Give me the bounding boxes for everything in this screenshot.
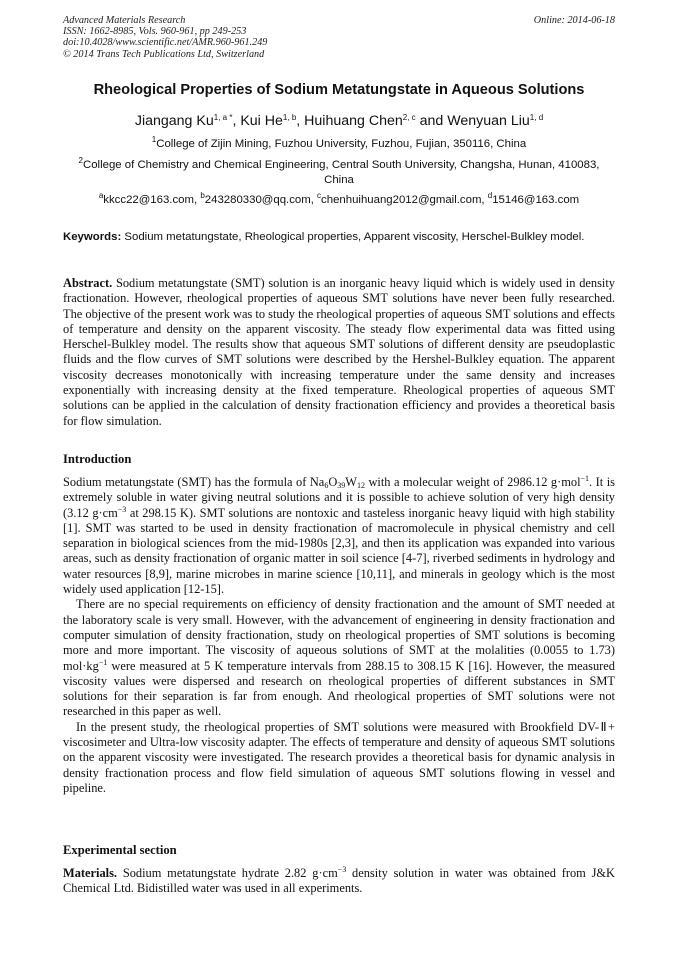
text-run: at 298.15 K). SMT solutions are nontoxic and tasteless inorganic heavy liquid with high stability [1]. SMT was started to be used in density fractionation of macromolecule in physical chemistry and cell separation in biological sciences from the mid-1980s [2,3], and then its application was expanded into various areas, such as density fractionation of organic matter in soil science [4-7], riverbed sediments in hydrology and water resources [8,9], marine microbes in marine science [10,11], and minerals in geology which is the most widely used application [12-15].	[63, 505, 615, 597]
email-text: chenhuihuang2012@gmail.com,	[321, 194, 488, 206]
author-list	[40, 113, 638, 129]
author-affil-mark: 1, d	[529, 113, 544, 122]
abstract	[63, 276, 615, 429]
paper-title: Rheological Properties of Sodium Metatungstate in Aqueous Solutions	[93, 82, 585, 98]
author-affil-mark: 1, a *	[213, 113, 233, 122]
text-run: W	[345, 475, 357, 489]
email-text: kkcc22@163.com,	[103, 194, 201, 206]
intro-paragraph-1	[63, 475, 615, 597]
materials-label: Materials.	[63, 866, 118, 880]
email-mark: b	[200, 191, 205, 200]
abstract-label: Abstract.	[63, 276, 113, 290]
author-affil-mark: 2, c	[402, 113, 416, 122]
author-name: Kui He	[240, 113, 283, 129]
author-name: Wenyuan Liu	[447, 113, 530, 129]
text-run: Sodium metatungstate hydrate 2.82 g·cm	[117, 866, 338, 880]
affiliation-2	[63, 158, 615, 188]
superscript: −1	[580, 474, 590, 483]
email-text: 15146@163.com	[492, 194, 580, 206]
subscript: 6	[324, 481, 329, 490]
experimental-heading: Experimental section	[63, 843, 177, 857]
affiliation-mark: 2	[78, 156, 83, 165]
text-run: O	[328, 475, 338, 489]
text-run: density solution in water was obtained from J&K Chemical Ltd. Bidistilled water was used in all experiments.	[63, 866, 615, 896]
author-name: Jiangang Ku	[134, 113, 214, 129]
keywords-text: Sodium metatungstate, Rheological properties, Apparent viscosity, Herschel-Bulkley model.	[121, 231, 585, 243]
superscript: −3	[117, 504, 127, 514]
author-name: Huihuang Chen	[304, 113, 403, 129]
affiliation-mark: 1	[151, 135, 157, 144]
email-mark: c	[317, 191, 322, 200]
superscript: −1	[98, 657, 108, 667]
superscript: −3	[337, 865, 347, 874]
text-run: were measured at 5 K temperature intervals from 288.15 to 308.15 K [16]. However, the measured viscosity values were dispersed and research on rheological properties of different substances in SMT solutions for their separation is far from enough. And rheological properties of SMT solutions were not researched in this paper as well.	[63, 658, 615, 719]
copyright-line: © 2014 Trans Tech Publications Ltd, Switzerland	[63, 48, 265, 60]
subscript: 39	[337, 481, 346, 490]
doi-line: doi:10.4028/www.scientific.net/AMR.960-961.249	[63, 37, 268, 49]
email-text: 243280330@qq.com,	[204, 194, 318, 206]
text-run: Sodium metatungstate (SMT) has the formula of Na	[63, 475, 325, 489]
keywords	[63, 230, 615, 246]
issn-line: ISSN: 1662-8985, Vols. 960-961, pp 249-253	[63, 26, 247, 38]
author-separator: ,	[232, 113, 241, 129]
journal-header	[63, 15, 615, 60]
text-run: . It is extremely soluble in water giving neutral solutions and it is possible to achieve solution of very high density (3.12 g·cm	[63, 475, 615, 520]
introduction-heading: Introduction	[63, 452, 132, 466]
journal-name: Advanced Materials Research	[63, 15, 186, 26]
subscript: 12	[356, 481, 365, 490]
author-separator: and	[415, 113, 448, 129]
intro-paragraph-3: In the present study, the rheological properties of SMT solutions were measured with Brookfield DV-Ⅱ+ viscosimeter and Ultra-low viscosity adapter. The effects of temperature and density of aqueous SMT solutions on the apparent viscosity were investigated. The research provides a theoretical basis for dynamic analysis in density fractionation process and flow field simulation of aqueous SMT solutions flowing in vessel and pipeline.	[63, 719, 615, 795]
affiliation-text: College of Zijin Mining, Fuzhou University, Fuzhou, Fujian, 350116, China	[156, 138, 527, 150]
author-separator: ,	[296, 113, 305, 129]
text-run: There are no special requirements on efficiency of density fractionation and the amount of SMT needed at the laboratory scale is very small. However, with the advancement of engineering in density fractionation and computer simulation of density fractionation, study on rheological properties of SMT solutions is becoming more and more important. The viscosity of aqueous solutions of SMT at the molalities (0.0055 to 1.73) mol·kg	[63, 597, 615, 673]
text-run: with a molecular weight of 2986.12 g·mol	[364, 475, 581, 489]
email-mark: a	[98, 191, 104, 200]
email-mark: d	[487, 191, 493, 200]
intro-paragraph-2	[63, 597, 615, 719]
experimental-body	[63, 866, 615, 897]
introduction-body	[63, 475, 615, 796]
author-affil-mark: 1, b	[282, 113, 297, 122]
affiliation-1	[63, 137, 615, 152]
abstract-text: Sodium metatungstate (SMT) solution is an inorganic heavy liquid which is widely used in density fractionation. However, rheological properties of aqueous SMT solutions have never been fully researched. The objective of the present work was to study the rheological properties of aqueous SMT solutions and effects of temperature and density on the apparent viscosity. The steady flow experimental data was fitted using Herschel-Bulkley model. The results show that aqueous SMT solutions of different density are pseudoplastic fluids and the flow curves of SMT solutions were described by the Hershel-Bulkley equation. The apparent viscosity decreases monotonically with increasing temperature under the same density and increases exponentially with increasing density at the fixed temperature. Rheological properties of aqueous SMT solutions can be applied in the calculation of density fractionation efficiency and provides a theoretical basis for flow simulation.	[63, 276, 615, 428]
keywords-label: Keywords:	[63, 231, 122, 243]
online-date: Online: 2014-06-18	[533, 15, 615, 26]
author-emails	[40, 191, 638, 206]
affiliation-text: College of Chemistry and Chemical Engineering, Central South University, Changsha, Hunan, 410083, China	[83, 159, 600, 186]
